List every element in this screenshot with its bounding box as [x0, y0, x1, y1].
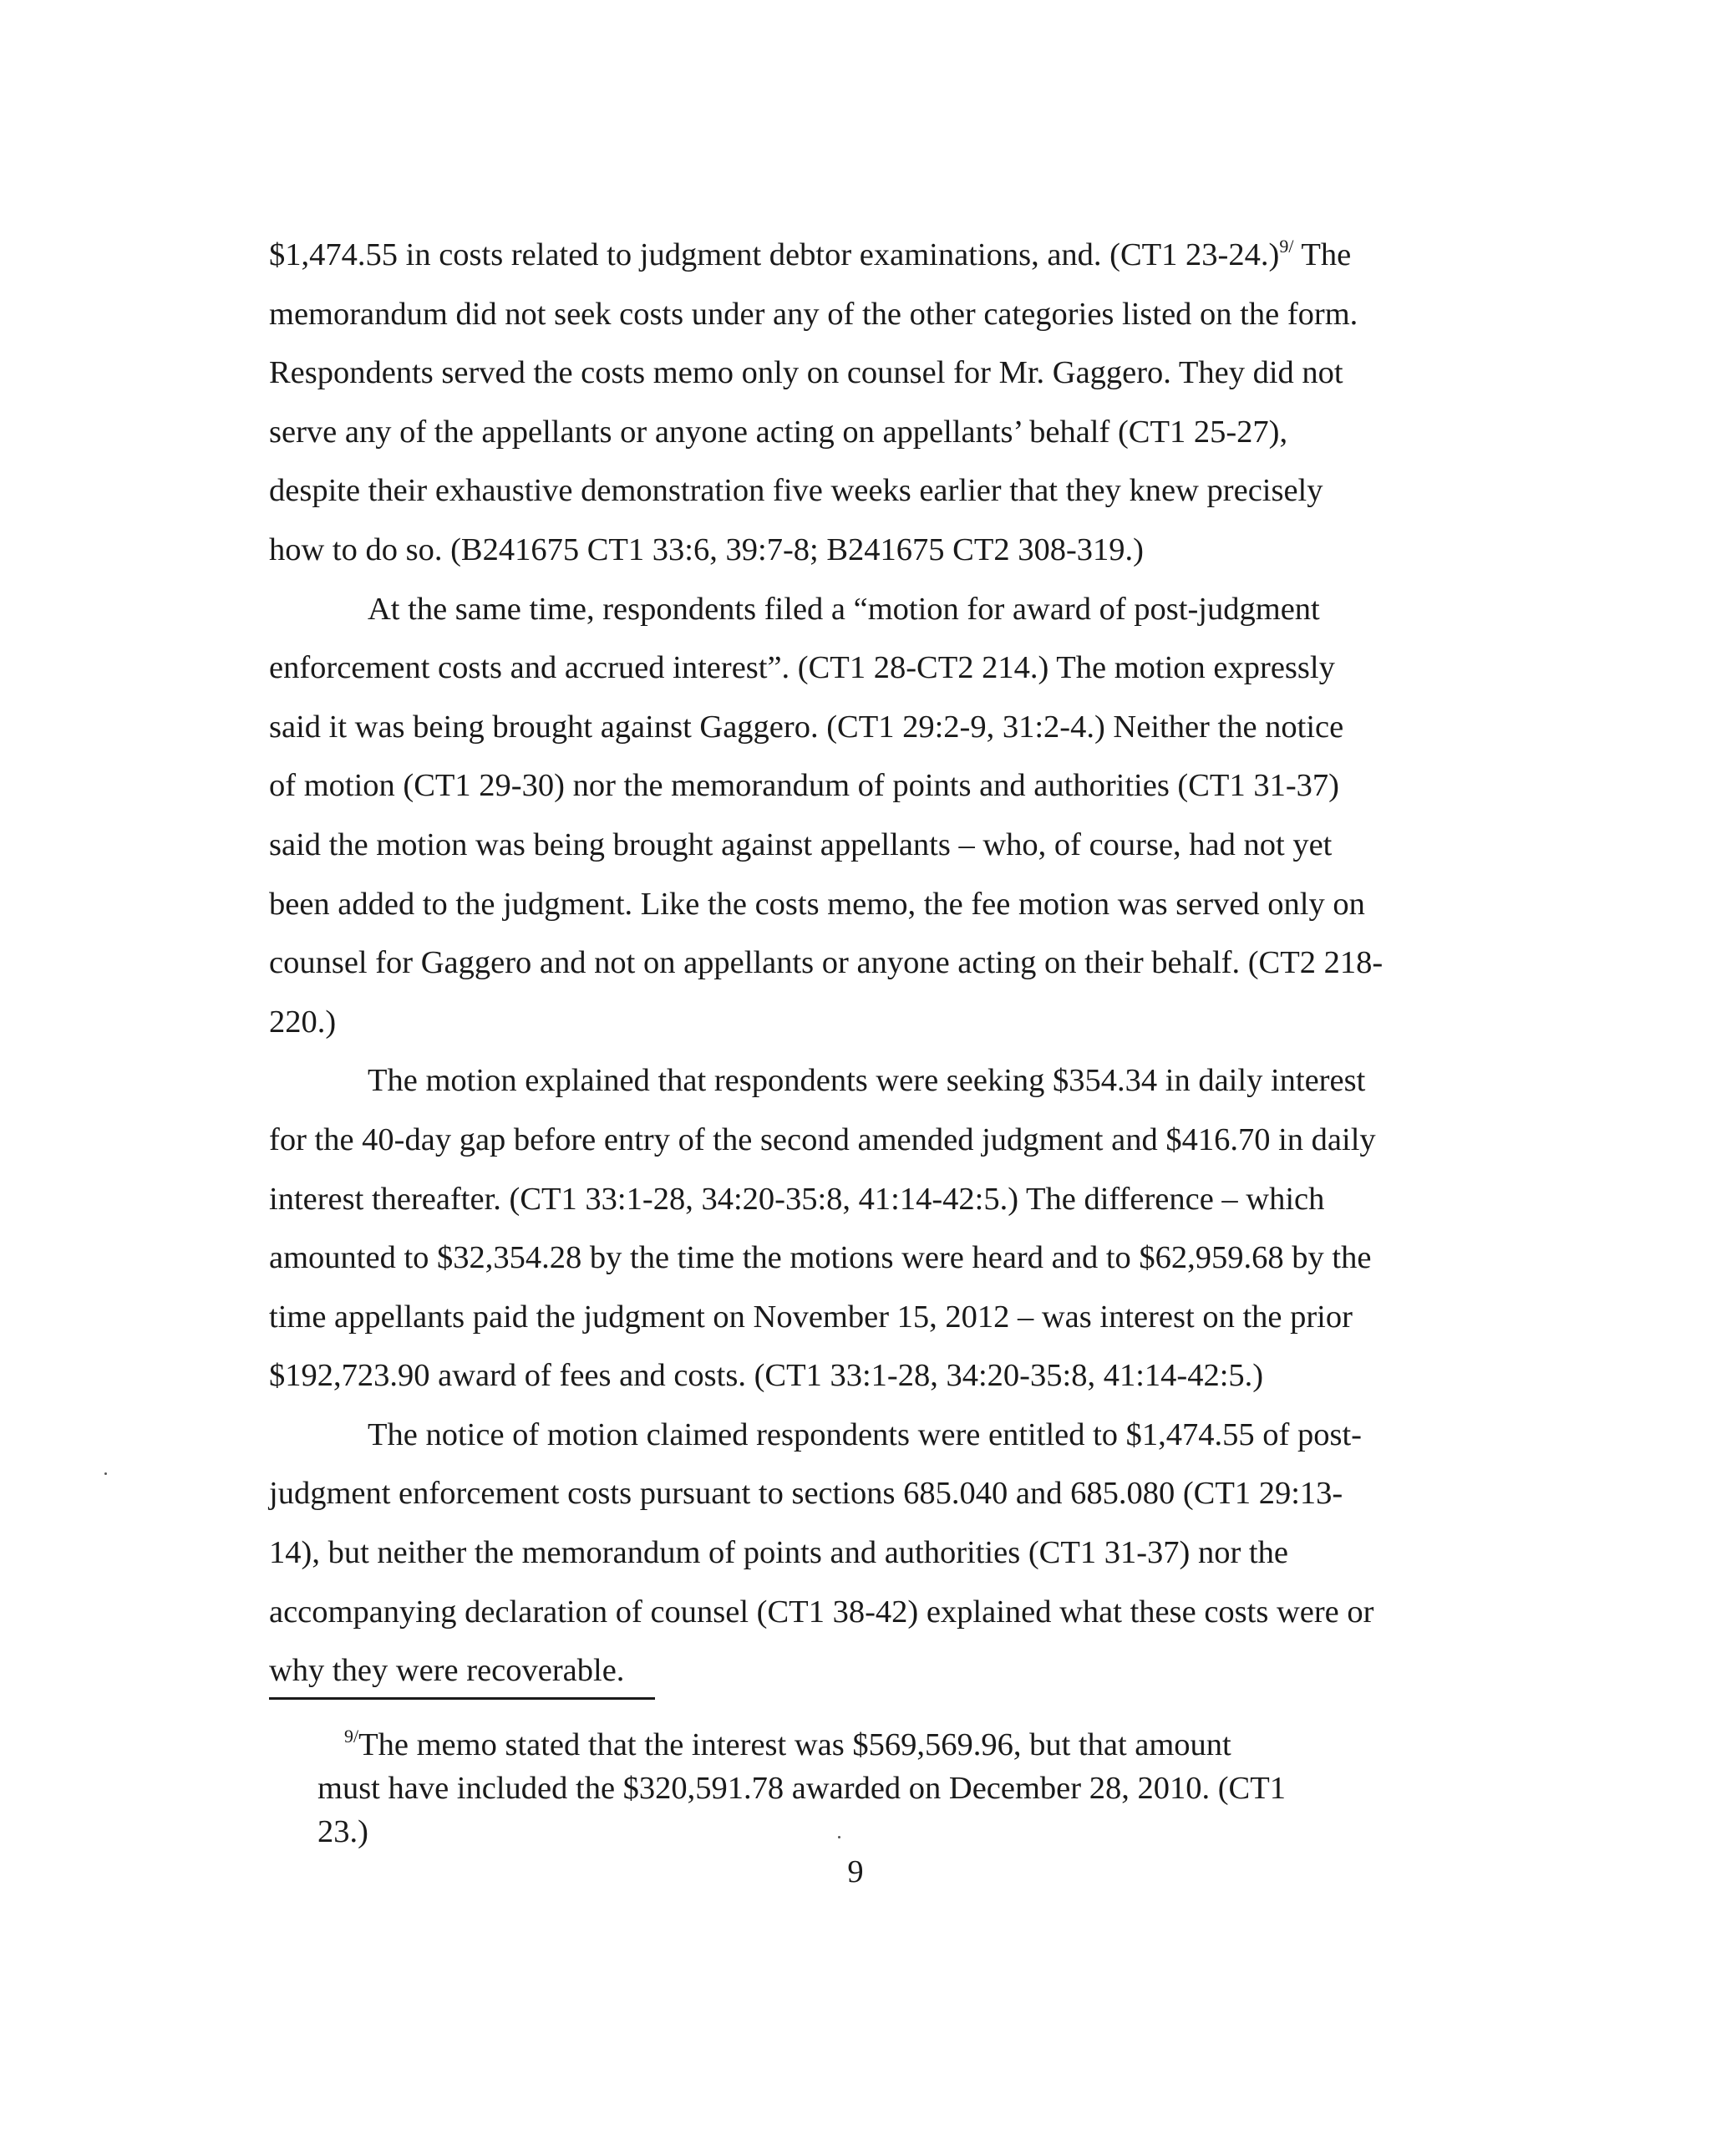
- text-line: of motion (CT1 29-30) nor the memorandum of points and authorities (CT1 31-37): [269, 768, 1339, 804]
- text-line: time appellants paid the judgment on November 15, 2012 – was interest on the prior: [269, 1299, 1353, 1335]
- text-line: The motion explained that respondents were seeking $354.34 in daily interest: [368, 1063, 1366, 1099]
- text-line: amounted to $32,354.28 by the time the motions were heard and to $62,959.68 by the: [269, 1240, 1372, 1276]
- footnote-separator: [269, 1697, 655, 1700]
- footnote-reference[interactable]: 9/: [1279, 236, 1294, 257]
- paragraph-3: [269, 1051, 1472, 1406]
- text-line: serve any of the appellants or anyone acting on appellants’ behalf (CT1 25-27),: [269, 414, 1288, 450]
- footnote-marker: 9/: [344, 1726, 359, 1747]
- text-line: enforcement costs and accrued interest”. (CT1 28-CT2 214.) The motion expressly: [269, 650, 1335, 686]
- scan-speck: [104, 1472, 107, 1475]
- text-line: how to do so. (B241675 CT1 33:6, 39:7-8; B241675 CT2 308-319.): [269, 531, 1144, 567]
- text-line: interest thereafter. (CT1 33:1-28, 34:20-35:8, 41:14-42:5.) The difference – which: [269, 1181, 1325, 1217]
- paragraph-2: [269, 580, 1472, 1052]
- text-line: At the same time, respondents filed a “motion for award of post-judgment: [368, 591, 1320, 627]
- paragraph-1: [269, 226, 1472, 580]
- text-line: said the motion was being brought against appellants – who, of course, had not yet: [269, 826, 1333, 862]
- text-line: Respondents served the costs memo only on counsel for Mr. Gaggero. They did not: [269, 355, 1343, 391]
- scan-speck: [838, 1836, 840, 1838]
- text-line: for the 40-day gap before entry of the second amended judgment and $416.70 in daily: [269, 1121, 1376, 1157]
- text-line: 220.): [269, 1004, 337, 1040]
- page-number: 9: [847, 1854, 864, 1889]
- text-line: 14), but neither the memorandum of points and authorities (CT1 31-37) nor the: [269, 1535, 1288, 1571]
- text-line: judgment enforcement costs pursuant to sections 685.040 and 685.080 (CT1 29:13-: [269, 1476, 1343, 1512]
- text-line: $1,474.55 in costs related to judgment debtor examinations, and. (CT1 23-24.)$^{9/}$ The: [269, 236, 1352, 272]
- text-line: despite their exhaustive demonstration five weeks earlier that they knew precisely: [269, 473, 1323, 509]
- text-line: why they were recoverable.: [269, 1653, 625, 1689]
- footnote: [317, 1723, 1404, 1853]
- text-line: counsel for Gaggero and not on appellants or anyone acting on their behalf. (CT2 218-: [269, 945, 1384, 981]
- footnote-line: $^{9/}$The memo stated that the interest was $569,569.96, but that amount: [344, 1726, 1231, 1762]
- text-line: been added to the judgment. Like the costs memo, the fee motion was served only on: [269, 886, 1365, 922]
- text-line: accompanying declaration of counsel (CT1 38-42) explained what these costs were or: [269, 1594, 1374, 1630]
- text-line: $192,723.90 award of fees and costs. (CT1 33:1-28, 34:20-35:8, 41:14-42:5.): [269, 1358, 1264, 1394]
- footnote-line: 23.): [317, 1814, 368, 1849]
- footnote-line: must have included the $320,591.78 awarded on December 28, 2010. (CT1: [317, 1771, 1286, 1806]
- text-line: The notice of motion claimed respondents were entitled to $1,474.55 of post-: [368, 1416, 1363, 1452]
- text-line: memorandum did not seek costs under any of the other categories listed on the form.: [269, 296, 1358, 332]
- paragraph-4: [269, 1406, 1472, 1701]
- text-line: said it was being brought against Gaggero. (CT1 29:2-9, 31:2-4.) Neither the notice: [269, 709, 1344, 745]
- body-text: [269, 226, 1472, 1701]
